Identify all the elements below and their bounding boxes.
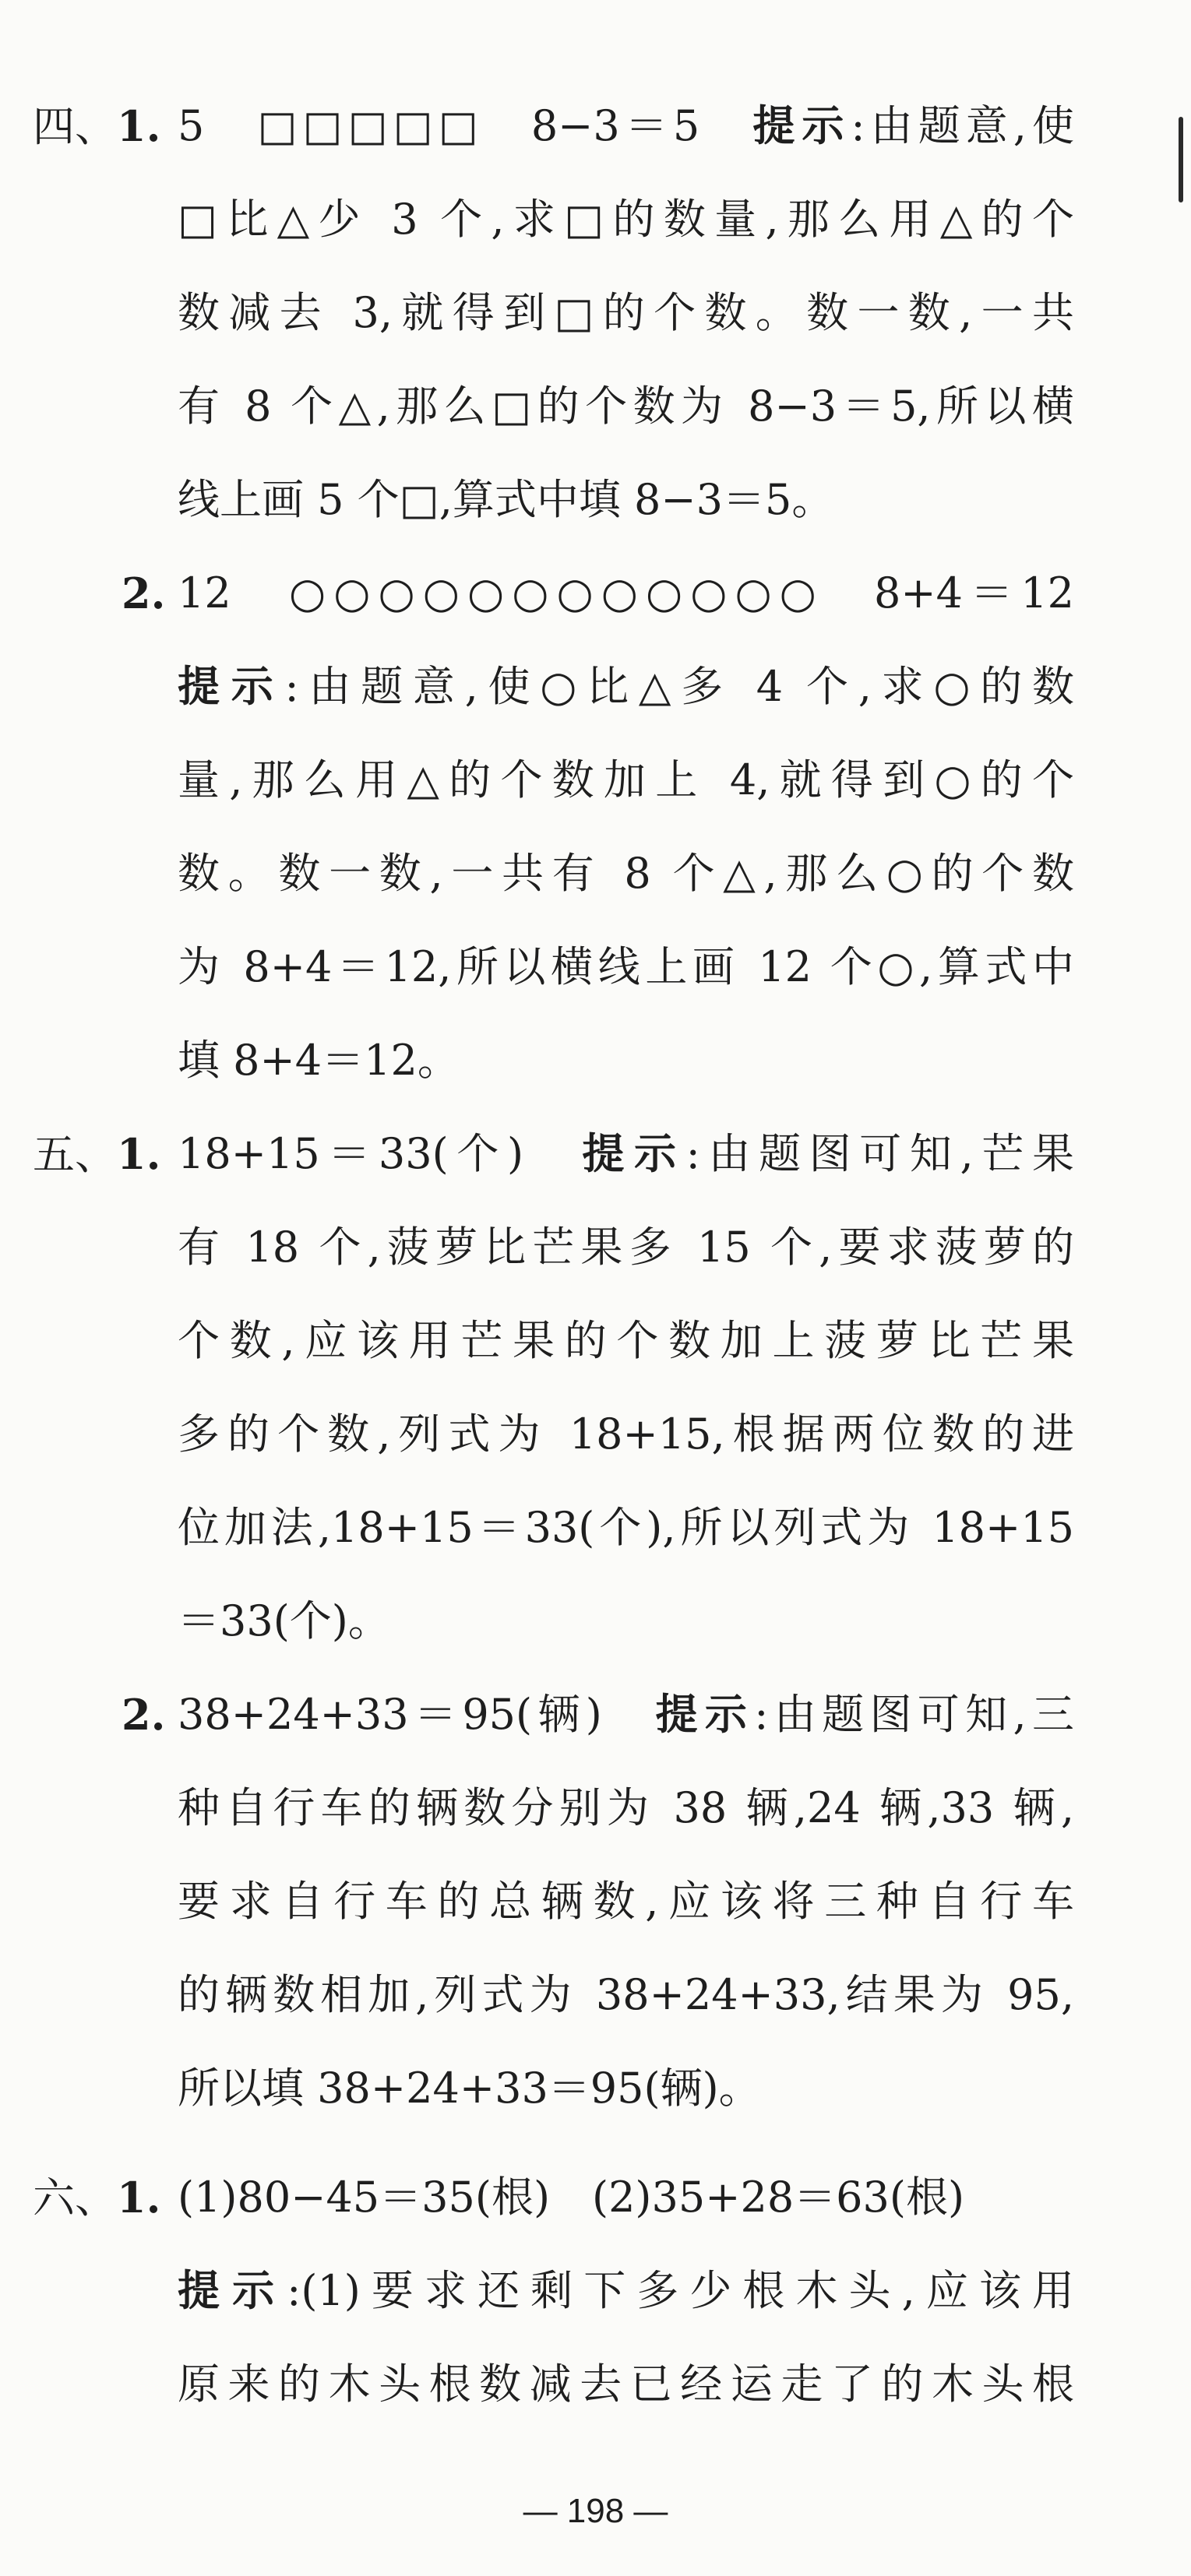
answer-line: 18+15＝33(个) 提示:由题图可知,芒果 xyxy=(178,1129,1074,1178)
answer-line: 位加法,18+15＝33(个),所以列式为 18+15 xyxy=(178,1503,1074,1552)
hint-label: 提示 xyxy=(178,662,285,711)
item-number: 2. xyxy=(122,568,166,618)
answer-line: 12 ○○○○○○○○○○○○ 8+4＝12 xyxy=(178,568,1074,618)
scan-edge-mark xyxy=(1179,117,1183,202)
answer-line: 数。数一数,一共有 8 个△,那么○的个数 xyxy=(178,849,1074,898)
section-label-4: 四、1. xyxy=(33,101,161,151)
section-label-6: 六、1. xyxy=(33,2173,161,2222)
hint-label: 提示 xyxy=(752,101,851,150)
item-number: 2. xyxy=(122,1690,166,1740)
answer-line: 种自行车的辆数分别为 38 辆,24 辆,33 辆, xyxy=(178,1783,1074,1832)
hint-label: 提示 xyxy=(178,2266,287,2315)
answer-line: 线上画 5 个□,算式中填 8−3＝5。 xyxy=(178,475,834,524)
answer-line: □比△少 3 个,求□的数量,那么用△的个 xyxy=(178,195,1074,244)
answer-line: 填 8+4＝12。 xyxy=(178,1036,460,1085)
answer-line: 要求自行车的总辆数,应该将三种自行车 xyxy=(178,1877,1074,1926)
answer-line: 数减去 3,就得到□的个数。数一数,一共 xyxy=(178,288,1074,337)
answer-line: 有 8 个△,那么□的个数为 8−3＝5,所以横 xyxy=(178,382,1074,431)
answer-line: 多的个数,列式为 18+15,根据两位数的进 xyxy=(178,1409,1074,1459)
hint-label: 提示 xyxy=(582,1129,686,1178)
answer-line: 个数,应该用芒果的个数加上菠萝比芒果 xyxy=(178,1316,1074,1365)
answer-line: 提示:由题意,使○比△多 4 个,求○的数 xyxy=(178,662,1074,711)
page-number: — 198 — xyxy=(523,2492,668,2530)
answer-line: 提示:(1)要求还剩下多少根木头,应该用 xyxy=(178,2266,1075,2315)
answer-line: 所以填 38+24+33＝95(辆)。 xyxy=(178,2064,761,2113)
section-label-5: 五、1. xyxy=(33,1129,161,1179)
hint-label: 提示 xyxy=(655,1690,755,1739)
answer-line: 有 18 个,菠萝比芒果多 15 个,要求菠萝的 xyxy=(178,1223,1074,1272)
answer-line: 为 8+4＝12,所以横线上画 12 个○,算式中 xyxy=(178,942,1074,991)
answer-line: 原来的木头根数减去已经运走了的木头根 xyxy=(178,2360,1074,2409)
answer-line: 量,那么用△的个数加上 4,就得到○的个 xyxy=(178,755,1074,804)
answer-line: 的辆数相加,列式为 38+24+33,结果为 95, xyxy=(178,1970,1074,2019)
answer-line: 38+24+33＝95(辆) 提示:由题图可知,三 xyxy=(178,1690,1074,1739)
answer-line: (1)80−45＝35(根) (2)35+28＝63(根) xyxy=(178,2173,965,2222)
answer-line: 5 □□□□□ 8−3＝5 提示:由题意,使 xyxy=(178,101,1075,150)
answer-line: ＝33(个)。 xyxy=(178,1596,390,1645)
